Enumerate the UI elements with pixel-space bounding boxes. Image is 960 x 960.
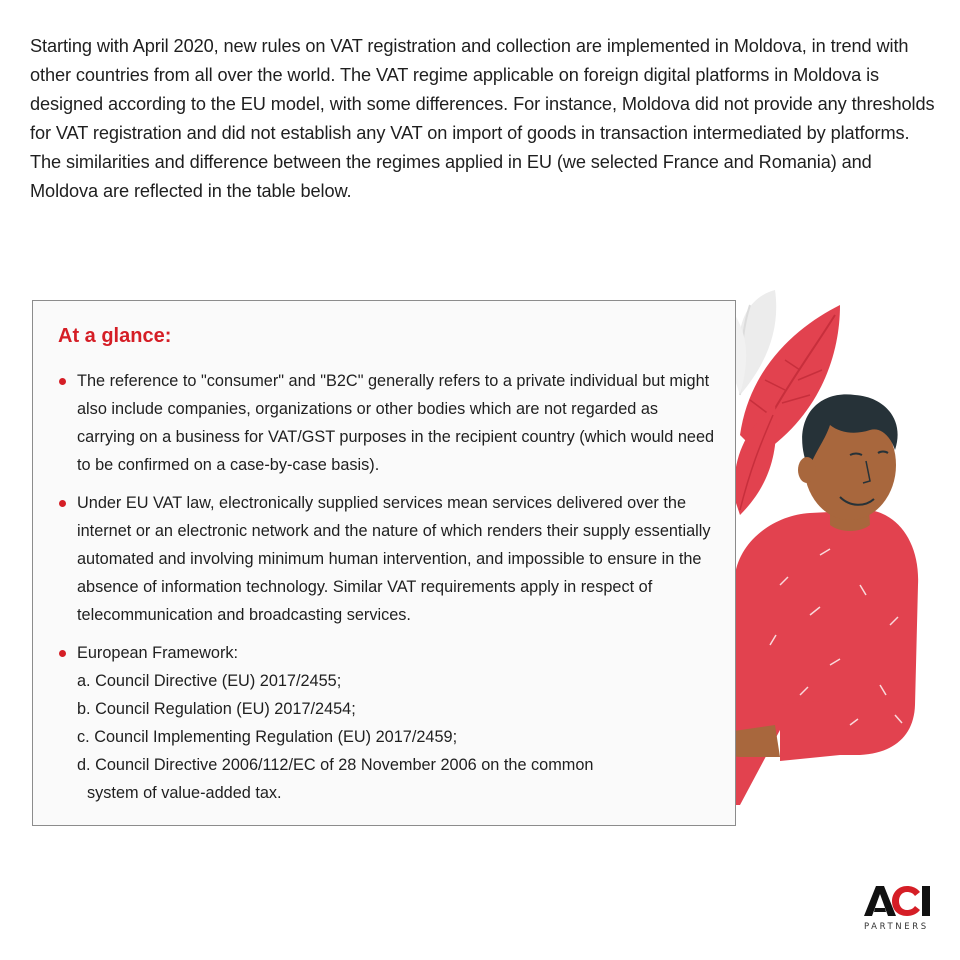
framework-item: a. Council Directive (EU) 2017/2455;	[77, 672, 342, 690]
glance-title: At a glance:	[58, 325, 172, 347]
list-item	[58, 639, 718, 807]
framework-heading: European Framework:	[77, 644, 239, 662]
bullet-dot-icon	[59, 650, 66, 657]
bullet-dot-icon	[59, 500, 66, 507]
intro-paragraph: Starting with April 2020, new rules on VAT registration and collection are implemented in Moldova, in trend with other countries from all over the world. The VAT regime applicable on foreign digital platforms in Moldova is designed according to the EU model, with some differences. For instance, Moldova did not provide any thresholds for VAT registration and did not establish any VAT on import of goods in transaction intermediated by platforms. The similarities and difference between the regimes applied in EU (we selected France and Romania) and Moldova are reflected in the table below.	[30, 36, 935, 201]
list-item	[58, 367, 718, 479]
framework-item-line: d. Council Directive 2006/112/EC of 28 November 2006 on the common	[77, 756, 594, 774]
framework-item	[77, 751, 718, 807]
item-text: Under EU VAT law, electronically supplied services mean services delivered over the internet or an electronic network and the nature of which renders their supply essentially automated and involving minimum human intervention, and impossible to ensure in the absence of information technology. Similar VAT requirements apply in respect of telecommunication and broadcasting services.	[77, 494, 711, 624]
framework-item-continuation: system of value-added tax.	[87, 784, 282, 802]
framework-item: b. Council Regulation (EU) 2017/2454;	[77, 700, 356, 718]
item-text: The reference to "consumer" and "B2C" generally refers to a private individual but might also include companies, organizations or other bodies which are not regarded as carrying on a business for VAT/GST purposes in the recipient country (which would need to be confirmed on a case-by-case basis).	[77, 372, 715, 474]
framework-list	[77, 667, 718, 807]
at-a-glance-box	[32, 300, 736, 826]
glance-list	[58, 367, 718, 817]
bullet-dot-icon	[59, 378, 66, 385]
aci-partners-logo	[862, 884, 938, 940]
aci-logo-icon	[862, 884, 932, 918]
logo-subtitle: PARTNERS	[864, 922, 929, 932]
list-item	[58, 489, 718, 629]
framework-item: c. Council Implementing Regulation (EU) 2017/2459;	[77, 728, 458, 746]
